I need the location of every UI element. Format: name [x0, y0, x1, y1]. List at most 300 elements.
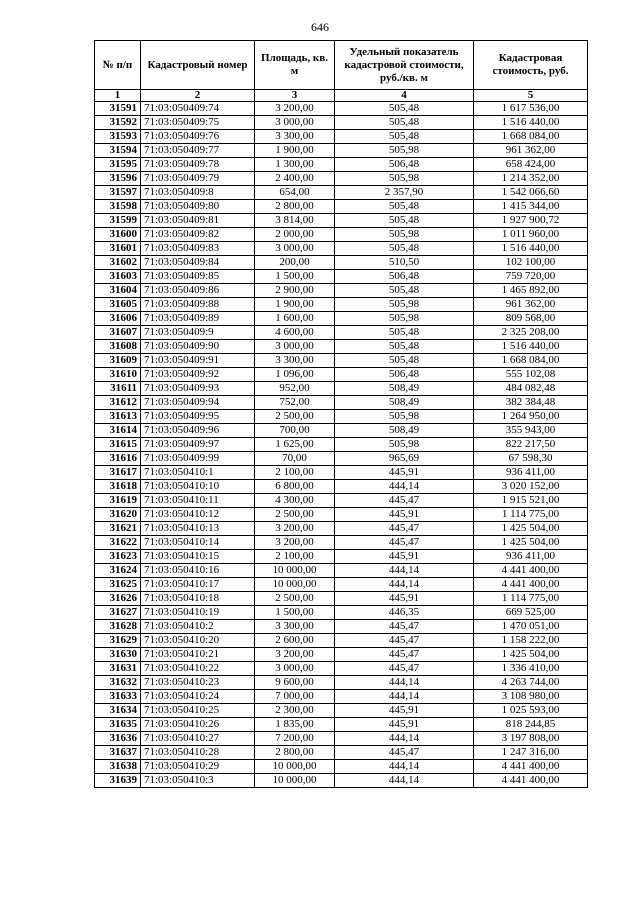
table-row [95, 704, 588, 718]
table-row [95, 172, 588, 186]
cadastral-value-cell: 4 441 400,00 [474, 760, 588, 774]
table-row [95, 312, 588, 326]
specific-value-cell: 445,91 [335, 592, 474, 606]
area-cell: 654,00 [255, 186, 335, 200]
header-specific-value: Удельный показатель кадастровой стоимости, руб./кв. м [335, 41, 474, 90]
specific-value-cell: 505,48 [335, 354, 474, 368]
row-number-cell: 31632 [95, 676, 141, 690]
cadastral-number-cell: 71:03:050410:16 [141, 564, 255, 578]
specific-value-cell: 2 357,90 [335, 186, 474, 200]
cadastral-number-cell: 71:03:050409:76 [141, 130, 255, 144]
specific-value-cell: 505,48 [335, 116, 474, 130]
cadastral-value-cell: 961 362,00 [474, 144, 588, 158]
row-number-cell: 31623 [95, 550, 141, 564]
area-cell: 4 600,00 [255, 326, 335, 340]
cadastral-value-cell: 1 542 066,60 [474, 186, 588, 200]
area-cell: 3 000,00 [255, 116, 335, 130]
table-row [95, 634, 588, 648]
cadastral-number-cell: 71:03:050409:94 [141, 396, 255, 410]
cadastral-value-cell: 4 441 400,00 [474, 774, 588, 788]
cadastral-value-cell: 1 470 051,00 [474, 620, 588, 634]
cadastral-value-cell: 1 025 593,00 [474, 704, 588, 718]
cadastral-number-cell: 71:03:050409:74 [141, 102, 255, 116]
table-row [95, 522, 588, 536]
cadastral-value-cell: 1 336 410,00 [474, 662, 588, 676]
table-row [95, 256, 588, 270]
cadastral-number-cell: 71:03:050410:13 [141, 522, 255, 536]
area-cell: 752,00 [255, 396, 335, 410]
row-number-cell: 31628 [95, 620, 141, 634]
cadastral-number-cell: 71:03:050410:23 [141, 676, 255, 690]
cadastral-value-cell: 4 263 744,00 [474, 676, 588, 690]
table-row [95, 578, 588, 592]
cadastral-number-cell: 71:03:050410:17 [141, 578, 255, 592]
table-row [95, 130, 588, 144]
cadastral-number-cell: 71:03:050409:92 [141, 368, 255, 382]
table-row [95, 326, 588, 340]
row-number-cell: 31620 [95, 508, 141, 522]
cadastral-value-cell: 822 217,50 [474, 438, 588, 452]
row-number-cell: 31633 [95, 690, 141, 704]
specific-value-cell: 444,14 [335, 774, 474, 788]
cadastral-value-cell: 1 425 504,00 [474, 648, 588, 662]
specific-value-cell: 445,47 [335, 620, 474, 634]
cadastral-number-cell: 71:03:050410:2 [141, 620, 255, 634]
cadastral-value-cell: 1 668 084,00 [474, 130, 588, 144]
cadastral-number-cell: 71:03:050409:88 [141, 298, 255, 312]
cadastral-value-cell: 1 425 504,00 [474, 536, 588, 550]
cadastral-value-cell: 1 114 775,00 [474, 592, 588, 606]
cadastral-number-cell: 71:03:050410:24 [141, 690, 255, 704]
table-row [95, 564, 588, 578]
specific-value-cell: 505,48 [335, 340, 474, 354]
specific-value-cell: 506,48 [335, 270, 474, 284]
cadastral-number-cell: 71:03:050410:18 [141, 592, 255, 606]
row-number-cell: 31619 [95, 494, 141, 508]
row-number-cell: 31631 [95, 662, 141, 676]
cadastral-value-cell: 759 720,00 [474, 270, 588, 284]
cadastral-value-cell: 3 020 152,00 [474, 480, 588, 494]
specific-value-cell: 445,47 [335, 648, 474, 662]
cadastral-number-cell: 71:03:050410:14 [141, 536, 255, 550]
area-cell: 2 900,00 [255, 284, 335, 298]
cadastral-value-cell: 1 214 352,00 [474, 172, 588, 186]
row-number-cell: 31599 [95, 214, 141, 228]
row-number-cell: 31596 [95, 172, 141, 186]
cadastral-value-cell: 555 102,08 [474, 368, 588, 382]
specific-value-cell: 445,91 [335, 550, 474, 564]
page-number: 646 [311, 20, 329, 34]
table-row [95, 270, 588, 284]
row-number-cell: 31592 [95, 116, 141, 130]
area-cell: 3 000,00 [255, 242, 335, 256]
specific-value-cell: 505,48 [335, 200, 474, 214]
cadastral-value-cell: 102 100,00 [474, 256, 588, 270]
row-number-cell: 31636 [95, 732, 141, 746]
cadastral-value-cell: 658 424,00 [474, 158, 588, 172]
table-row [95, 676, 588, 690]
area-cell: 3 200,00 [255, 536, 335, 550]
row-number-cell: 31595 [95, 158, 141, 172]
table-row [95, 480, 588, 494]
cadastral-value-cell: 4 441 400,00 [474, 578, 588, 592]
area-cell: 6 800,00 [255, 480, 335, 494]
specific-value-cell: 505,48 [335, 102, 474, 116]
specific-value-cell: 444,14 [335, 564, 474, 578]
cadastral-value-cell: 1 011 960,00 [474, 228, 588, 242]
area-cell: 2 300,00 [255, 704, 335, 718]
specific-value-cell: 444,14 [335, 480, 474, 494]
row-number-cell: 31612 [95, 396, 141, 410]
column-number-row [95, 90, 588, 102]
header-row [95, 41, 588, 90]
specific-value-cell: 965,69 [335, 452, 474, 466]
cadastral-value-cell: 2 325 208,00 [474, 326, 588, 340]
row-number-cell: 31601 [95, 242, 141, 256]
area-cell: 10 000,00 [255, 774, 335, 788]
area-cell: 952,00 [255, 382, 335, 396]
specific-value-cell: 445,47 [335, 536, 474, 550]
specific-value-cell: 444,14 [335, 760, 474, 774]
cadastral-value-cell: 3 108 980,00 [474, 690, 588, 704]
cadastral-number-cell: 71:03:050409:79 [141, 172, 255, 186]
specific-value-cell: 505,48 [335, 214, 474, 228]
row-number-cell: 31635 [95, 718, 141, 732]
table-row [95, 214, 588, 228]
row-number-cell: 31591 [95, 102, 141, 116]
header-cadastral-value: Кадастровая стоимость, руб. [474, 41, 588, 90]
area-cell: 3 814,00 [255, 214, 335, 228]
row-number-cell: 31614 [95, 424, 141, 438]
specific-value-cell: 506,48 [335, 158, 474, 172]
row-number-cell: 31615 [95, 438, 141, 452]
column-number: 4 [335, 90, 474, 102]
area-cell: 2 100,00 [255, 550, 335, 564]
table-row [95, 186, 588, 200]
cadastral-number-cell: 71:03:050410:10 [141, 480, 255, 494]
cadastral-value-cell: 1 927 900,72 [474, 214, 588, 228]
specific-value-cell: 505,48 [335, 326, 474, 340]
area-cell: 7 000,00 [255, 690, 335, 704]
table-row [95, 718, 588, 732]
area-cell: 9 600,00 [255, 676, 335, 690]
row-number-cell: 31625 [95, 578, 141, 592]
cadastral-value-cell: 936 411,00 [474, 466, 588, 480]
row-number-cell: 31605 [95, 298, 141, 312]
area-cell: 3 300,00 [255, 620, 335, 634]
area-cell: 1 835,00 [255, 718, 335, 732]
row-number-cell: 31606 [95, 312, 141, 326]
area-cell: 3 300,00 [255, 354, 335, 368]
area-cell: 1 500,00 [255, 606, 335, 620]
cadastral-value-cell: 1 264 950,00 [474, 410, 588, 424]
table-row [95, 424, 588, 438]
area-cell: 3 300,00 [255, 130, 335, 144]
table-row [95, 228, 588, 242]
cadastral-number-cell: 71:03:050409:89 [141, 312, 255, 326]
cadastral-value-table [94, 40, 588, 788]
area-cell: 1 900,00 [255, 144, 335, 158]
row-number-cell: 31624 [95, 564, 141, 578]
specific-value-cell: 505,98 [335, 228, 474, 242]
specific-value-cell: 505,98 [335, 144, 474, 158]
cadastral-number-cell: 71:03:050409:99 [141, 452, 255, 466]
row-number-cell: 31600 [95, 228, 141, 242]
cadastral-value-cell: 1 915 521,00 [474, 494, 588, 508]
row-number-cell: 31608 [95, 340, 141, 354]
row-number-cell: 31594 [95, 144, 141, 158]
table-row [95, 774, 588, 788]
specific-value-cell: 510,50 [335, 256, 474, 270]
cadastral-number-cell: 71:03:050410:29 [141, 760, 255, 774]
cadastral-number-cell: 71:03:050410:1 [141, 466, 255, 480]
table-row [95, 592, 588, 606]
row-number-cell: 31593 [95, 130, 141, 144]
header-area: Площадь, кв. м [255, 41, 335, 90]
area-cell: 2 600,00 [255, 634, 335, 648]
cadastral-value-cell: 355 943,00 [474, 424, 588, 438]
cadastral-value-cell: 1 516 440,00 [474, 116, 588, 130]
cadastral-value-cell: 1 617 536,00 [474, 102, 588, 116]
specific-value-cell: 506,48 [335, 368, 474, 382]
table-row [95, 606, 588, 620]
table-row [95, 690, 588, 704]
table-row [95, 200, 588, 214]
cadastral-value-cell: 961 362,00 [474, 298, 588, 312]
cadastral-number-cell: 71:03:050410:21 [141, 648, 255, 662]
table-row [95, 760, 588, 774]
table-body [95, 102, 588, 788]
area-cell: 1 500,00 [255, 270, 335, 284]
cadastral-number-cell: 71:03:050409:80 [141, 200, 255, 214]
specific-value-cell: 508,49 [335, 396, 474, 410]
table-row [95, 158, 588, 172]
specific-value-cell: 445,91 [335, 508, 474, 522]
row-number-cell: 31604 [95, 284, 141, 298]
row-number-cell: 31602 [95, 256, 141, 270]
cadastral-number-cell: 71:03:050409:8 [141, 186, 255, 200]
table-row [95, 648, 588, 662]
area-cell: 200,00 [255, 256, 335, 270]
cadastral-number-cell: 71:03:050410:20 [141, 634, 255, 648]
area-cell: 2 400,00 [255, 172, 335, 186]
table-row [95, 382, 588, 396]
area-cell: 7 200,00 [255, 732, 335, 746]
area-cell: 2 800,00 [255, 746, 335, 760]
row-number-cell: 31598 [95, 200, 141, 214]
table-row [95, 368, 588, 382]
cadastral-number-cell: 71:03:050410:28 [141, 746, 255, 760]
table-row [95, 298, 588, 312]
cadastral-value-cell: 3 197 808,00 [474, 732, 588, 746]
row-number-cell: 31627 [95, 606, 141, 620]
table-row [95, 354, 588, 368]
cadastral-number-cell: 71:03:050409:81 [141, 214, 255, 228]
row-number-cell: 31597 [95, 186, 141, 200]
cadastral-number-cell: 71:03:050409:78 [141, 158, 255, 172]
specific-value-cell: 505,98 [335, 298, 474, 312]
area-cell: 1 600,00 [255, 312, 335, 326]
cadastral-number-cell: 71:03:050409:84 [141, 256, 255, 270]
specific-value-cell: 445,91 [335, 466, 474, 480]
cadastral-number-cell: 71:03:050410:25 [141, 704, 255, 718]
area-cell: 70,00 [255, 452, 335, 466]
specific-value-cell: 445,91 [335, 704, 474, 718]
specific-value-cell: 505,48 [335, 242, 474, 256]
cadastral-number-cell: 71:03:050409:96 [141, 424, 255, 438]
table-row [95, 284, 588, 298]
area-cell: 1 625,00 [255, 438, 335, 452]
area-cell: 2 500,00 [255, 410, 335, 424]
header-cadastral-number: Кадастровый номер [141, 41, 255, 90]
area-cell: 10 000,00 [255, 564, 335, 578]
table-row [95, 550, 588, 564]
row-number-cell: 31611 [95, 382, 141, 396]
cadastral-value-cell: 1 114 775,00 [474, 508, 588, 522]
row-number-cell: 31616 [95, 452, 141, 466]
cadastral-number-cell: 71:03:050409:95 [141, 410, 255, 424]
table-row [95, 396, 588, 410]
cadastral-number-cell: 71:03:050409:75 [141, 116, 255, 130]
table-row [95, 116, 588, 130]
cadastral-number-cell: 71:03:050410:11 [141, 494, 255, 508]
specific-value-cell: 445,47 [335, 662, 474, 676]
cadastral-value-cell: 1 465 892,00 [474, 284, 588, 298]
row-number-cell: 31617 [95, 466, 141, 480]
cadastral-number-cell: 71:03:050410:27 [141, 732, 255, 746]
table-row [95, 452, 588, 466]
table-row [95, 466, 588, 480]
cadastral-value-cell: 936 411,00 [474, 550, 588, 564]
cadastral-number-cell: 71:03:050409:82 [141, 228, 255, 242]
cadastral-value-cell: 669 525,00 [474, 606, 588, 620]
table-row [95, 620, 588, 634]
table-row [95, 340, 588, 354]
cadastral-number-cell: 71:03:050409:97 [141, 438, 255, 452]
area-cell: 2 500,00 [255, 592, 335, 606]
area-cell: 2 800,00 [255, 200, 335, 214]
specific-value-cell: 445,47 [335, 494, 474, 508]
specific-value-cell: 445,47 [335, 522, 474, 536]
cadastral-value-cell: 4 441 400,00 [474, 564, 588, 578]
cadastral-number-cell: 71:03:050409:77 [141, 144, 255, 158]
cadastral-number-cell: 71:03:050410:3 [141, 774, 255, 788]
row-number-cell: 31638 [95, 760, 141, 774]
cadastral-value-cell: 484 082,48 [474, 382, 588, 396]
area-cell: 700,00 [255, 424, 335, 438]
cadastral-number-cell: 71:03:050409:85 [141, 270, 255, 284]
row-number-cell: 31634 [95, 704, 141, 718]
table-row [95, 494, 588, 508]
specific-value-cell: 508,49 [335, 382, 474, 396]
row-number-cell: 31639 [95, 774, 141, 788]
area-cell: 10 000,00 [255, 760, 335, 774]
specific-value-cell: 505,98 [335, 410, 474, 424]
cadastral-value-cell: 1 158 222,00 [474, 634, 588, 648]
specific-value-cell: 505,48 [335, 284, 474, 298]
cadastral-number-cell: 71:03:050409:90 [141, 340, 255, 354]
cadastral-value-cell: 809 568,00 [474, 312, 588, 326]
cadastral-value-cell: 1 425 504,00 [474, 522, 588, 536]
row-number-cell: 31629 [95, 634, 141, 648]
row-number-cell: 31626 [95, 592, 141, 606]
area-cell: 1 900,00 [255, 298, 335, 312]
area-cell: 3 000,00 [255, 340, 335, 354]
area-cell: 4 300,00 [255, 494, 335, 508]
cadastral-number-cell: 71:03:050409:86 [141, 284, 255, 298]
specific-value-cell: 445,91 [335, 718, 474, 732]
row-number-cell: 31610 [95, 368, 141, 382]
table-row [95, 242, 588, 256]
area-cell: 1 096,00 [255, 368, 335, 382]
cadastral-value-cell: 1 516 440,00 [474, 340, 588, 354]
specific-value-cell: 444,14 [335, 676, 474, 690]
table-row [95, 662, 588, 676]
cadastral-value-cell: 818 244,85 [474, 718, 588, 732]
area-cell: 1 300,00 [255, 158, 335, 172]
column-number: 1 [95, 90, 141, 102]
cadastral-value-cell: 67 598,30 [474, 452, 588, 466]
row-number-cell: 31630 [95, 648, 141, 662]
specific-value-cell: 444,14 [335, 732, 474, 746]
cadastral-number-cell: 71:03:050409:93 [141, 382, 255, 396]
area-cell: 3 200,00 [255, 648, 335, 662]
table-row [95, 144, 588, 158]
table-row [95, 410, 588, 424]
header-row-number: № п/п [95, 41, 141, 90]
table-row [95, 102, 588, 116]
specific-value-cell: 445,47 [335, 634, 474, 648]
specific-value-cell: 444,14 [335, 690, 474, 704]
cadastral-value-cell: 1 247 316,00 [474, 746, 588, 760]
specific-value-cell: 446,35 [335, 606, 474, 620]
specific-value-cell: 444,14 [335, 578, 474, 592]
column-number: 5 [474, 90, 588, 102]
area-cell: 2 500,00 [255, 508, 335, 522]
specific-value-cell: 445,47 [335, 746, 474, 760]
table-row [95, 746, 588, 760]
cadastral-number-cell: 71:03:050409:83 [141, 242, 255, 256]
table-row [95, 732, 588, 746]
cadastral-number-cell: 71:03:050410:26 [141, 718, 255, 732]
area-cell: 3 200,00 [255, 102, 335, 116]
cadastral-value-cell: 1 516 440,00 [474, 242, 588, 256]
cadastral-value-cell: 1 415 344,00 [474, 200, 588, 214]
specific-value-cell: 508,49 [335, 424, 474, 438]
table-row [95, 536, 588, 550]
cadastral-number-cell: 71:03:050409:9 [141, 326, 255, 340]
area-cell: 3 200,00 [255, 522, 335, 536]
cadastral-value-cell: 1 668 084,00 [474, 354, 588, 368]
area-cell: 10 000,00 [255, 578, 335, 592]
column-number: 3 [255, 90, 335, 102]
row-number-cell: 31609 [95, 354, 141, 368]
row-number-cell: 31622 [95, 536, 141, 550]
row-number-cell: 31603 [95, 270, 141, 284]
specific-value-cell: 505,48 [335, 130, 474, 144]
row-number-cell: 31621 [95, 522, 141, 536]
table-row [95, 508, 588, 522]
cadastral-number-cell: 71:03:050409:91 [141, 354, 255, 368]
cadastral-number-cell: 71:03:050410:12 [141, 508, 255, 522]
row-number-cell: 31613 [95, 410, 141, 424]
area-cell: 2 100,00 [255, 466, 335, 480]
specific-value-cell: 505,98 [335, 438, 474, 452]
area-cell: 2 000,00 [255, 228, 335, 242]
specific-value-cell: 505,98 [335, 312, 474, 326]
cadastral-number-cell: 71:03:050410:15 [141, 550, 255, 564]
cadastral-number-cell: 71:03:050410:22 [141, 662, 255, 676]
